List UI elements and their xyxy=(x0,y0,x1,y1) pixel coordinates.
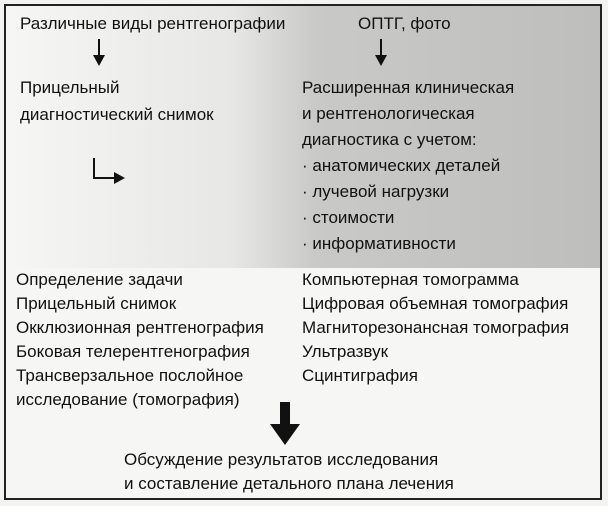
list-item: Определение задачи xyxy=(16,270,183,289)
left-title: Различные виды рентгенографии xyxy=(20,14,286,33)
list-item: Цифровая объемная томография xyxy=(302,294,569,313)
right-text-line1: Расширенная клиническая xyxy=(302,78,515,97)
arrow-down-right xyxy=(372,39,390,67)
left-subtitle-line2: диагностический снимок xyxy=(20,105,214,124)
right-bullet: · анатомических деталей xyxy=(302,156,501,175)
list-item: Окклюзионная рентгенография xyxy=(16,318,264,337)
list-item: Боковая телерентгенография xyxy=(16,342,250,361)
list-item: исследование (томография) xyxy=(16,390,240,409)
right-title: ОПТГ, фото xyxy=(358,14,451,33)
list-item: Компьютерная томограмма xyxy=(302,270,519,289)
right-bullet: · информативности xyxy=(302,234,456,253)
list-item: Ультразвук xyxy=(302,342,389,361)
right-bullet: · лучевой нагрузки xyxy=(302,182,450,201)
list-item: Магниторезонансная томография xyxy=(302,318,570,337)
left-list xyxy=(16,268,264,412)
conclusion-line2: и составление детального плана лечения xyxy=(124,474,454,493)
right-text-line3: диагностика с учетом: xyxy=(302,130,477,149)
list-item: Трансверзальное послойное xyxy=(16,366,244,385)
right-list xyxy=(302,268,569,388)
right-bullet: · стоимости xyxy=(302,208,395,227)
arrow-down-big xyxy=(270,402,300,446)
arrow-turn-right xyxy=(92,158,128,186)
diagram-frame xyxy=(4,4,602,500)
arrow-down-left xyxy=(90,39,108,67)
list-item: Прицельный снимок xyxy=(16,294,177,313)
left-subtitle-line1: Прицельный xyxy=(20,78,120,97)
conclusion-line1: Обсуждение результатов исследования xyxy=(124,450,439,469)
right-text-line2: и рентгенологическая xyxy=(302,104,475,123)
list-item: Сцинтиграфия xyxy=(302,366,418,385)
